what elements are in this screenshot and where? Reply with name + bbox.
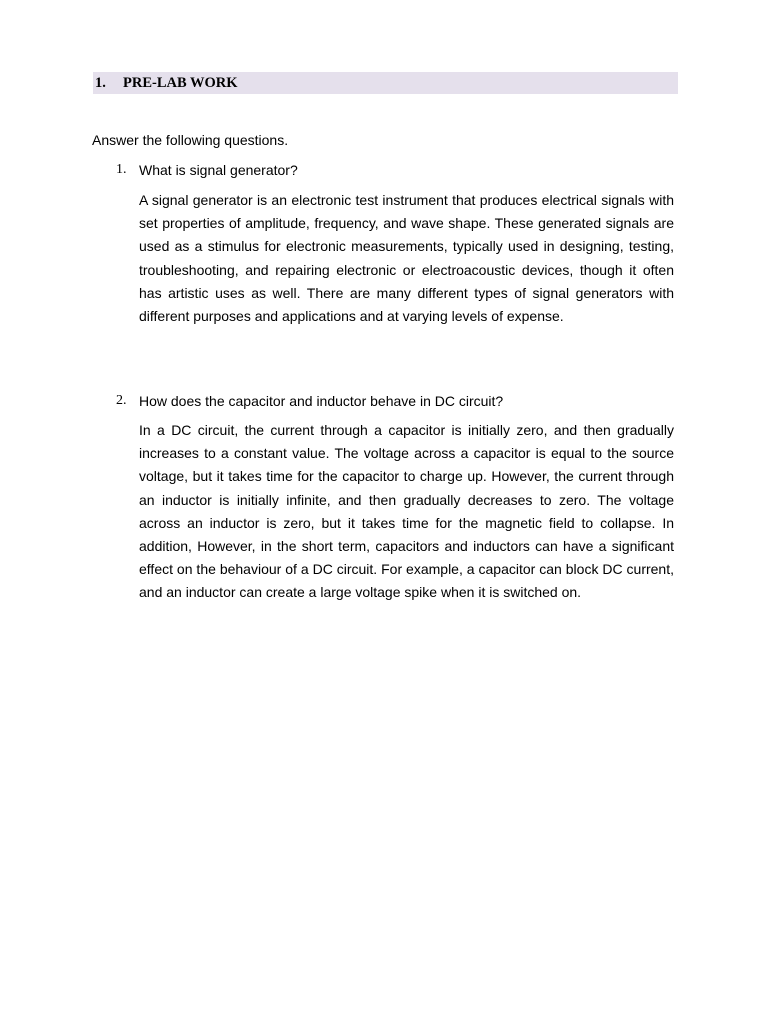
answer-paragraph: A signal generator is an electronic test instrument that produces electrical signals with set properties of amplitude, frequency, and wave shape. These generated signals are used as a stimulus for electronic measurements, typically used in designing, testing, troubleshooting, and repairing electronic or electroacoustic devices, though it often has artistic uses as well. There are many different types of signal generators with different purposes and applications and at varying levels of expense. [139, 192, 674, 325]
question-text: What is signal generator? [139, 162, 298, 178]
answer-paragraph: In a DC circuit, the current through a capacitor is initially zero, and then gradually increases to a constant value. The voltage across a capacitor is equal to the source voltage, but it takes time for the capacitor to charge up. However, the current through an inductor is initially infinite, and then gradually decreases to zero. The voltage across an inductor is zero, but it takes time for the magnetic field to collapse. In addition, However, in the short term, capacitors and inductors can have a significant effect on the behaviour of a DC circuit. For example, a capacitor can block DC current, and an inductor can create a large voltage spike when it is switched on. [139, 422, 674, 601]
question-text: How does the capacitor and inductor behave in DC circuit? [139, 393, 504, 409]
question-item [116, 161, 298, 179]
section-number: 1. [95, 74, 106, 91]
question-number: 1. [116, 162, 127, 177]
question-item [116, 392, 503, 410]
intro-text: Answer the following questions. [92, 132, 289, 148]
section-title: PRE-LAB WORK [123, 74, 238, 91]
question-number: 2. [116, 393, 127, 408]
section-heading [93, 72, 678, 94]
